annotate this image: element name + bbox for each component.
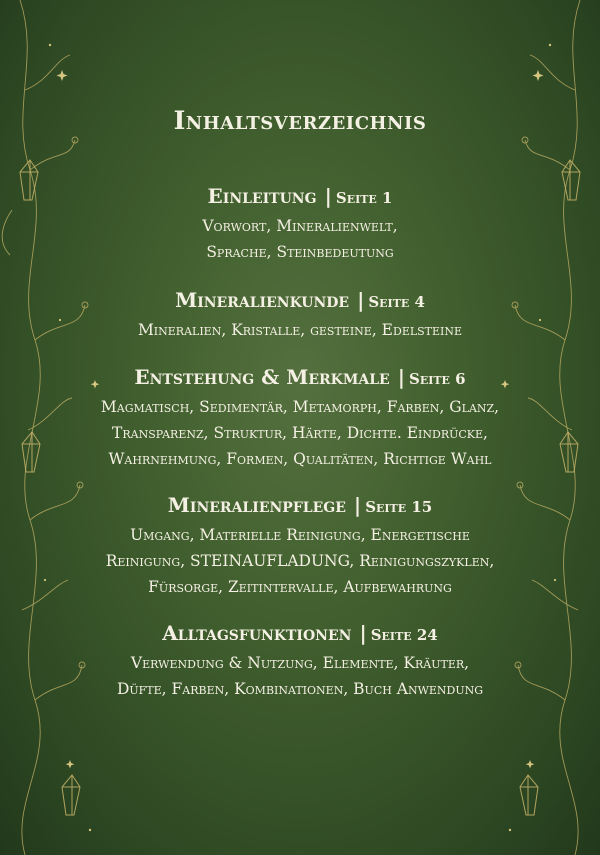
toc-section-mineralienpflege (0, 492, 600, 600)
section-title: Mineralienpflege (167, 493, 346, 517)
page-title: Inhaltsverzeichnis (173, 106, 427, 135)
separator: | (357, 288, 365, 312)
section-page: Seite 6 (409, 370, 466, 388)
section-heading (0, 287, 600, 315)
toc-section-einleitung (0, 183, 600, 265)
toc-section-mineralienkunde (0, 287, 600, 343)
section-topics (0, 394, 600, 472)
separator: | (324, 184, 332, 208)
section-title: Entstehung & Merkmale (134, 365, 390, 389)
section-topics (0, 317, 600, 343)
section-page: Seite 1 (335, 189, 393, 207)
section-heading (0, 183, 600, 211)
section-topics (0, 213, 600, 265)
toc-section-alltagsfunktionen (0, 620, 600, 702)
section-title: Einleitung (207, 184, 317, 208)
section-heading (0, 492, 600, 520)
topic-line: Umgang, Materielle Reinigung, Energetische (130, 526, 470, 544)
section-heading (0, 364, 600, 392)
separator: | (359, 621, 367, 645)
topic-line: Wahrnehmung, Formen, Qualitäten, Richtige Wahl (108, 450, 492, 468)
separator: | (353, 493, 362, 517)
topic-line: Vorwort, Mineralienwelt, (202, 217, 398, 235)
topic-line: Reinigung, STEINAUFLADUNG, Reinigungszyklen, (105, 552, 495, 570)
section-topics (0, 522, 600, 600)
section-title: Mineralienkunde (175, 288, 350, 312)
section-page: Seite 24 (370, 626, 438, 644)
topic-line: Magmatisch, Sedimentär, Metamorph, Farben, Glanz, (100, 398, 500, 416)
section-heading (0, 620, 600, 648)
topic-line: Transparenz, Struktur, Härte, Dichte. Eindrücke, (112, 424, 488, 442)
section-page: Seite 15 (365, 498, 433, 516)
toc-section-entstehung (0, 364, 600, 472)
topic-line: Düfte, Farben, Kombinationen, Buch Anwendung (116, 680, 484, 698)
topic-line: Sprache, Steinbedeutung (206, 243, 394, 261)
topic-line: Verwendung & Nutzung, Elemente, Kräuter, (130, 654, 470, 672)
section-topics (0, 650, 600, 702)
topic-line: Mineralien, Kristalle, gesteine, Edelsteine (137, 321, 463, 339)
section-page: Seite 4 (368, 293, 425, 311)
section-title: Alltagsfunktionen (162, 621, 352, 645)
separator: | (397, 365, 405, 389)
topic-line: Fürsorge, Zeitintervalle, Aufbewahrung (148, 578, 452, 596)
